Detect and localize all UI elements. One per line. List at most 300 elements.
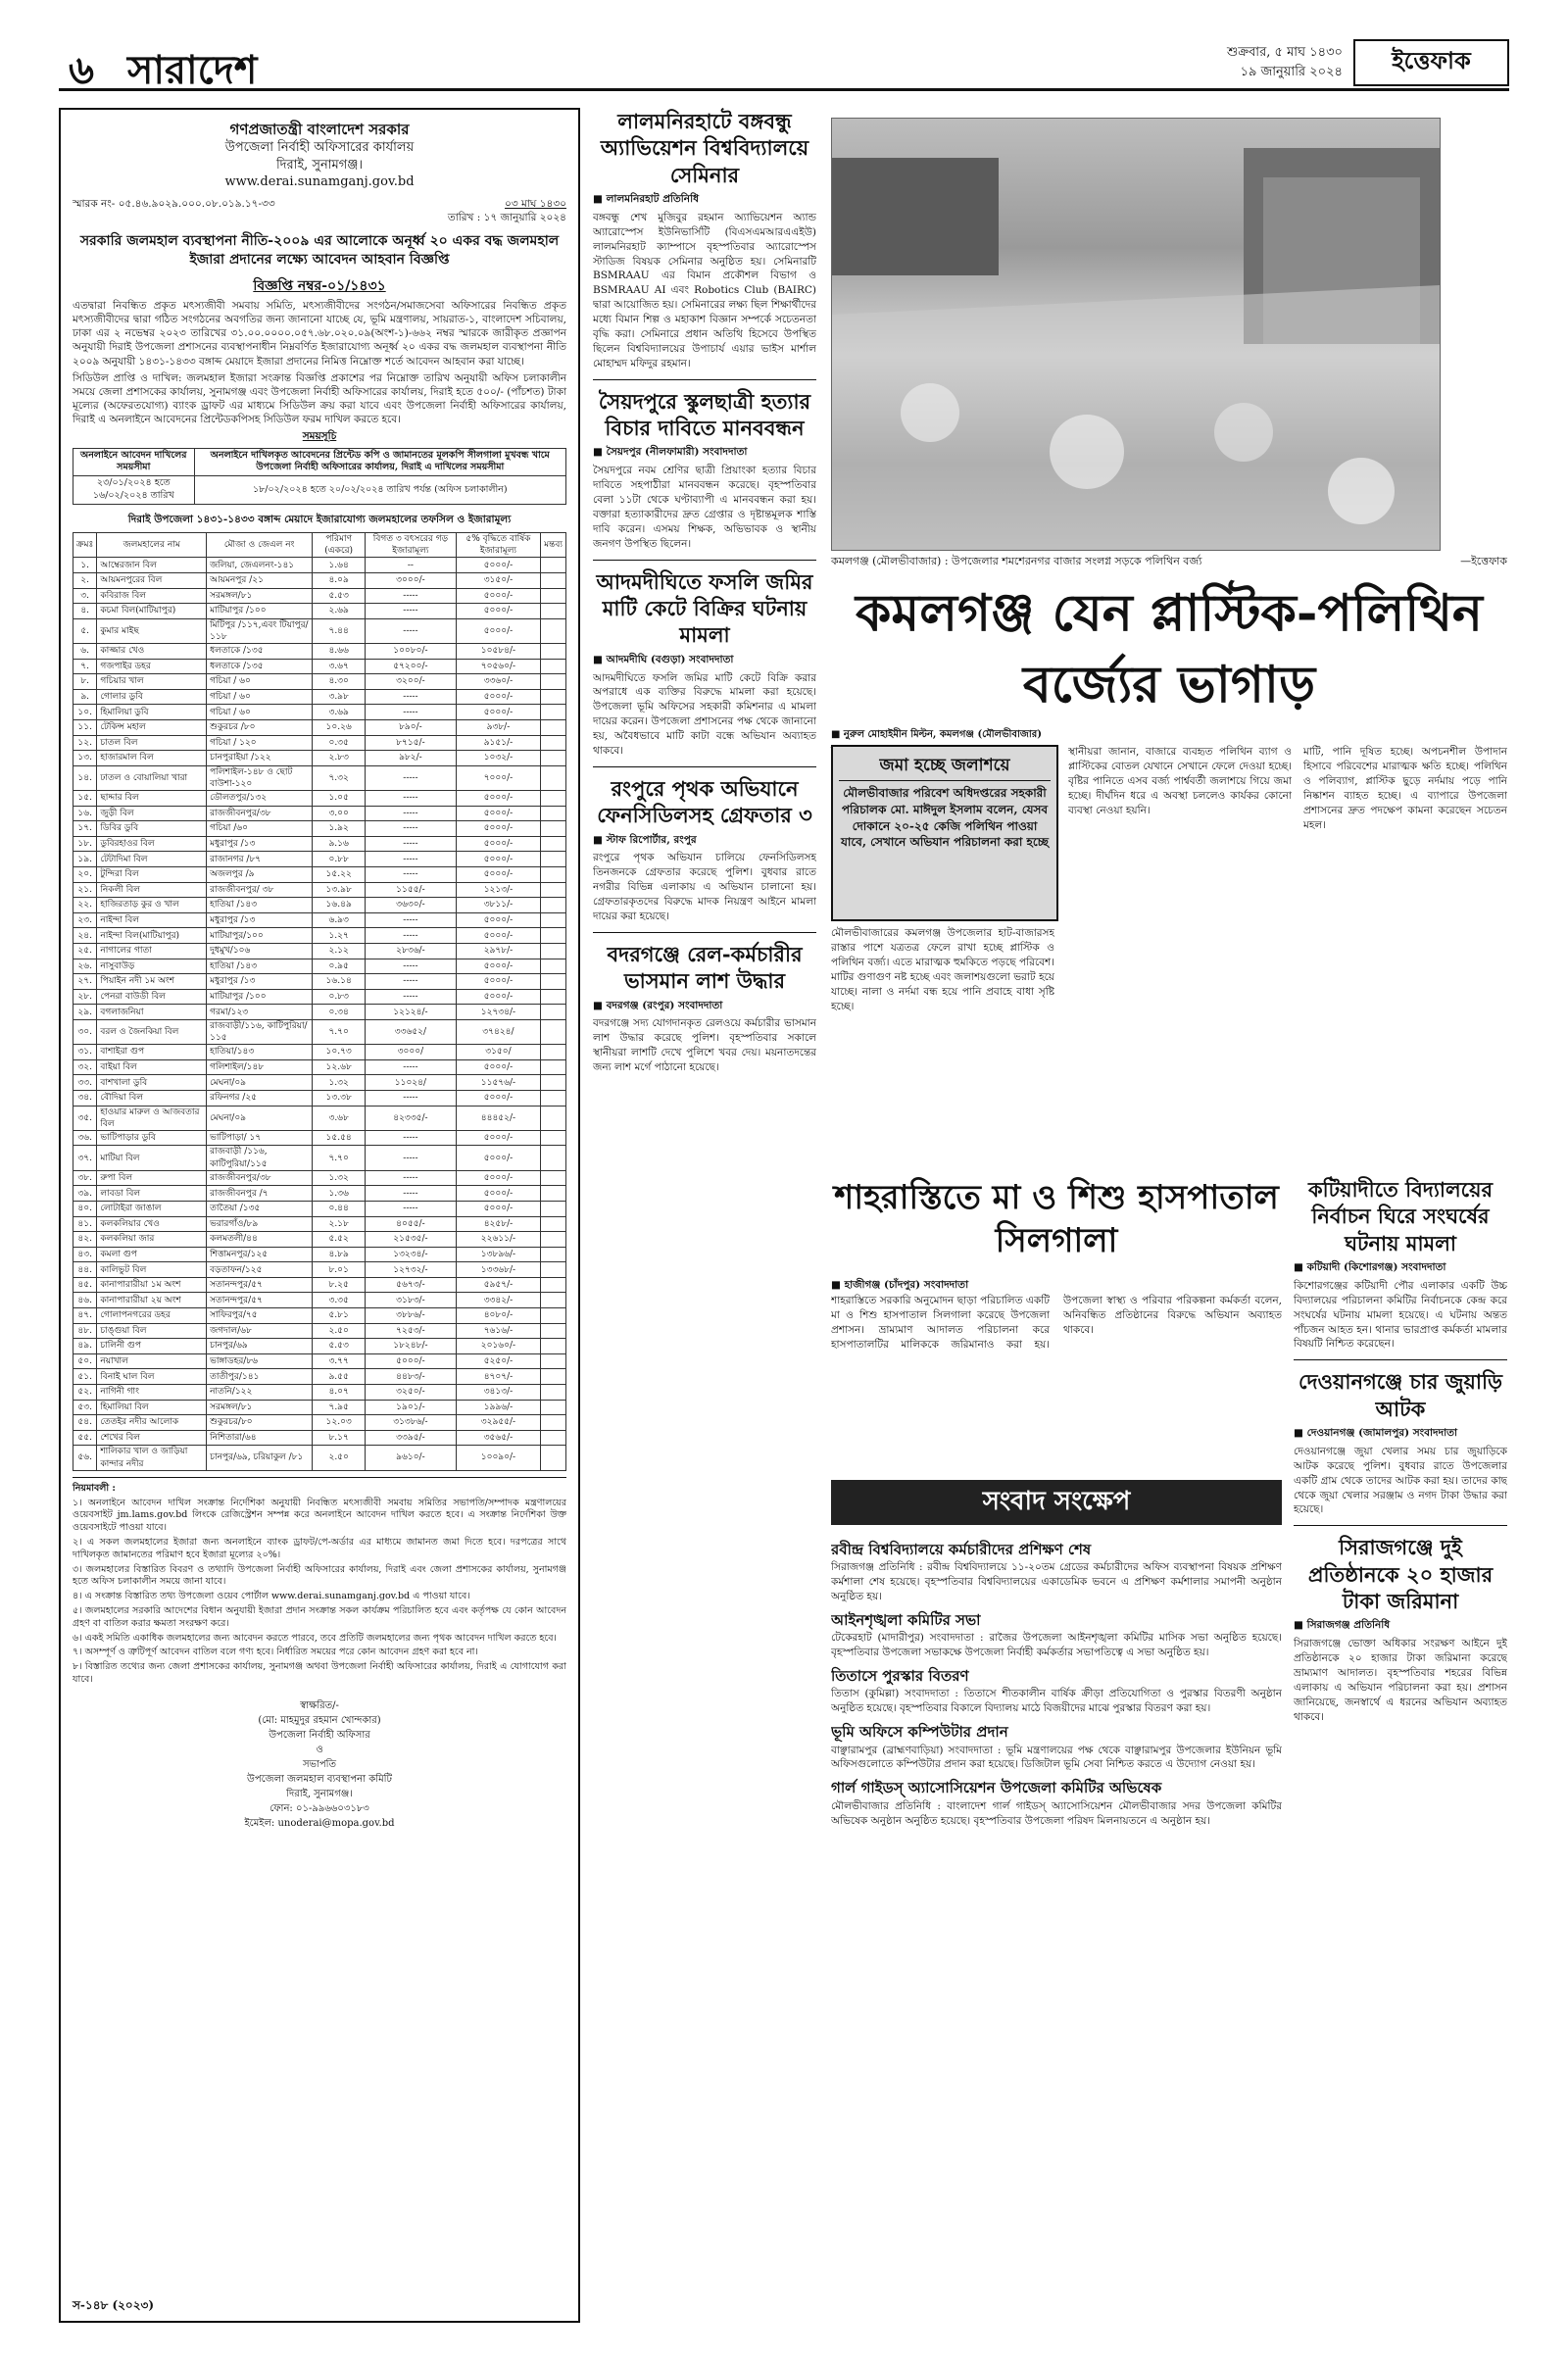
lease-table-cell: চানপুর/৬৯ [207, 1339, 313, 1354]
lease-table-cell: ৪০৮০/- [456, 1308, 540, 1324]
lease-table-cell [541, 1130, 566, 1146]
photo-caption: কমলগঞ্জ (মৌলভীবাজার) : উপজেলার শমশেরনগর বাজার সংলগ্ন সড়কে পলিথিন বর্জ্য [831, 555, 1202, 567]
lease-table-cell: ৫০০০/- [456, 928, 540, 944]
lease-table-cell [541, 735, 566, 751]
lease-table-cell: ----- [366, 989, 457, 1005]
lease-table-cell: ৯৩৮/- [456, 719, 540, 735]
lease-table-cell: চালিনী গুপ [97, 1339, 207, 1354]
lease-table-cell: ৫৬. [74, 1446, 97, 1470]
lease-table-row [74, 1005, 566, 1020]
lease-table-cell: ১১. [74, 719, 97, 735]
lease-table-cell: ২৯. [74, 1005, 97, 1020]
article-headline: কটিয়াদীতে বিদ্যালয়ের নির্বাচন ঘিরে সংঘর্ষের ঘটনায় মামলা [1307, 1177, 1494, 1255]
photo-credit: —ইত্তেফাক [1460, 555, 1507, 567]
article-headline: রংপুরে পৃথক অভিযানে ফেনসিডিলসহ গ্রেফতার ৩ [597, 775, 812, 828]
lease-table-cell: ২৬. [74, 959, 97, 974]
lease-table-cell: ১৬.৪৯ [313, 898, 366, 913]
lease-table-cell: ১৬. [74, 806, 97, 821]
lease-table-cell: ৫২৫০/- [456, 1353, 540, 1369]
lease-table-cell: ১৯০১/- [366, 1400, 457, 1415]
lease-table-cell: ----- [366, 1090, 457, 1106]
lease-table-cell: টেকিন্স মহাল [97, 719, 207, 735]
lease-table-cell: ৩১৫০/ [456, 1045, 540, 1060]
lease-table-cell: জগদাল/৬৮ [207, 1323, 313, 1339]
lead-body-2: স্থানীয়রা জানান, বাজারে ব্যবহৃত পলিথিন ব্যাগ ও প্লাস্টিকের বোতল যেখানে সেখানে ফেলে দেওয়া হচ্ছে। বৃষ্টির পানিতে এসব বর্জ্য পার্শ্ববর্তী জলাশয়ে গিয়ে জমা হচ্ছে। দীর্ঘদিন ধরে এ অবস্থা চললেও কার্যকর কোনো ব্যবস্থা নেওয়া হয়নি। [1068, 746, 1292, 816]
sign-role1: উপজেলা নির্বাহী অফিসার [269, 1729, 370, 1741]
lease-table-cell: ৩.৭৭ [313, 1353, 366, 1369]
lease-table-cell: হাজিরতাড় কুর ও খাল [97, 898, 207, 913]
lease-table-cell: ৭.৩২ [313, 765, 366, 790]
lease-table-cell: ছাদ্দার বিল [97, 791, 207, 807]
lease-table-cell: ৫.৫৩ [313, 1339, 366, 1354]
lease-table-cell: ৭৬১৬/- [456, 1323, 540, 1339]
lease-table-row [74, 943, 566, 959]
lease-table-row [74, 989, 566, 1005]
lead-body-col2 [1068, 745, 1292, 1156]
lease-table-cell [541, 806, 566, 821]
lease-table-cell [541, 572, 566, 588]
digest-item-title: আইনশৃঙ্খলা কমিটির সভা [831, 1611, 981, 1630]
lease-table-cell: ২.৫০ [313, 1323, 366, 1339]
lease-table-cell: গজপাইর ডহর [97, 659, 207, 674]
lease-table-cell: ----- [366, 1170, 457, 1186]
lease-table-row [74, 1186, 566, 1202]
lease-table-cell [541, 1415, 566, 1431]
lease-table-cell: ৫০০০/- [456, 866, 540, 882]
lease-table-row [74, 689, 566, 705]
lease-table-cell: ৩৩৪২/- [456, 1293, 540, 1308]
sign-label: স্বাক্ষরিত/- [300, 1699, 339, 1711]
lease-table-cell: ৩১. [74, 1045, 97, 1060]
notice-number: বিজ্ঞপ্তি নম্বর-০১/১৪৩১ [253, 278, 386, 295]
lease-table-cell: ৩.৩৫ [313, 1293, 366, 1308]
lease-table-cell: ৩.০০ [313, 806, 366, 821]
lease-table-cell: ৫০০০/- [456, 912, 540, 928]
lease-table-cell: ৪.৩০ [313, 674, 366, 690]
lease-table-cell: ৫০০০/- [366, 1353, 457, 1369]
lease-table-header: পরিমাণ (একরে) [313, 533, 366, 558]
lease-table-cell [541, 1277, 566, 1293]
lease-table-cell: মাটিয়া বিল [97, 1146, 207, 1170]
digest-item-title: রবীন্দ্র বিশ্ববিদ্যালয়ে কর্মচারীদের প্রশিক্ষণ শেষ [831, 1541, 1092, 1558]
lease-table-cell: ৫০০০/- [456, 836, 540, 852]
lease-table-cell: মধুরাপুর /১৩ [207, 836, 313, 852]
lease-table-cell: ৫০০০/- [456, 689, 540, 705]
lease-table-cell: আম্বেরজান বিল [97, 558, 207, 573]
lease-table-cell: ৩০০০/ [366, 1045, 457, 1060]
lease-table-cell: কালিভুট বিল [97, 1262, 207, 1278]
lease-table-cell: হাতিয়া/১৪৩ [207, 1045, 313, 1060]
digest-list [831, 1534, 1282, 2328]
lease-table-cell: ৪৪৮৩/- [366, 1369, 457, 1385]
lease-table-cell: ১.৯২ [313, 821, 366, 837]
lease-table-cell [541, 943, 566, 959]
lease-table-cell: ৫৪. [74, 1415, 97, 1431]
lease-table-cell [541, 643, 566, 659]
lease-table-header: মৌজা ও জেএল নং [207, 533, 313, 558]
rules-title: নিয়মাবলী : [73, 1482, 116, 1494]
lease-table-cell: ৩.৬৭ [313, 659, 366, 674]
lease-table-cell: ----- [366, 1146, 457, 1170]
lease-table-cell: পিয়াইন নদী ১ম অংশ [97, 974, 207, 990]
article-body: সিরাজগঞ্জে ভোক্তা অধিকার সংরক্ষণ আইনে দুই প্রতিষ্ঠানকে ২০ হাজার টাকা জরিমানা করেছে ভ্রাম্যমাণ আদালত। বৃহস্পতিবার শহরের বিভিন্ন এলাকায় এ অভিযান পরিচালনা করা হয়। প্রশাসন জানিয়েছে, জনস্বার্থে এ ধরনের অভিযান অব্যাহত থাকবে। [1294, 1638, 1507, 1723]
lease-table-cell: ৫০০০/- [456, 705, 540, 720]
lease-table-cell: ১.০৫ [313, 791, 366, 807]
notice-para2: সিডিউল প্রাপ্তি ও দাখিল: জলমহাল ইজারা সংক্রান্ত বিজ্ঞপ্তি প্রকাশের পর নিম্নোক্ত তারিখ অনুযায়ী অফিস চলাকালীন সময়ে জেলা প্রশাসকের কার্যালয়, সুনামগঞ্জ এবং উপজেলা নির্বাহী অফিসারের কার্যালয়, দিরাই হতে ৫০০/- (পাঁচশত) টাকা মূল্যের (অফেরতযোগ্য) ব্যাংক ড্রাফট এর মাধ্যমে সিডিউল ক্রয় করা যাবে এবং উপজেলা নির্বাহী অফিসারের কার্যালয়, দিরাই এ অনলাইনে আবেদনের প্রিন্টেডকপিসহ সিডিউল ফরম দাখিল করতে হবে। [73, 371, 566, 426]
notice-para1: এতদ্বারা নিবন্ধিত প্রকৃত মৎস্যজীবী সমবায় সমিতি, মৎস্যজীবীদের সংগঠন/সমাজসেবা অফিসারের নিবন্ধিত প্রকৃত মৎস্যজীবীদের দ্বারা গঠিত সংগঠনের অবগতির জন্য জানানো যাচ্ছে যে, ভূমি মন্ত্রণালয়, সায়রাত-১, বাংলাদেশ সচিবালয়, ঢাকা এর ২ নভেম্বর ২০২৩ তারিখের ৩১.০০.০০০০.০৫৭.৬৮.০২০.০৯(অংশ-১)-৬৬২ নম্বর স্মারকে জারীকৃত প্রজ্ঞাপন অনুযায়ী দিরাই উপজেলা প্রশাসনের ব্যবস্থাপনাধীন নিম্নবর্ণিত ইজারাযোগ্য অনূর্ধ্ব ২০ একর বদ্ধ জলমহাল ব্যবস্থাপনা নীতি ২০০৯ অনুযায়ী ১৪৩১-১৪৩৩ বঙ্গাব্দ মেয়াদে ইজারা প্রদানের নিমিত্ত নিম্নোক্ত শর্তে আবেদন আহবান করা যাচ্ছে। [73, 299, 566, 368]
rule-item: ৭। অসম্পূর্ণ ও ত্রুটিপূর্ণ আবেদন বাতিল বলে গণ্য হবে। নির্ধারিত সময়ের পরে কোন আবেদন গ্রহণ করা হবে না। [73, 1647, 478, 1658]
lease-table-row [74, 821, 566, 837]
lease-table-row [74, 643, 566, 659]
lease-table-cell: ১০০৮০/- [366, 643, 457, 659]
article-headline: বদরগঞ্জে রেল-কর্মচারীর ভাসমান লাশ উদ্ধার [607, 941, 803, 994]
lease-table-cell: ৩৫৬৫/- [456, 1430, 540, 1446]
lease-table-row [74, 1075, 566, 1091]
lease-table-cell [541, 1045, 566, 1060]
notice-date-bn: ০৩ মাঘ ১৪৩০ [505, 197, 566, 210]
lease-table-row [74, 1130, 566, 1146]
lease-table-cell: ৪.৮৯ [313, 1247, 366, 1262]
lease-table-cell [541, 836, 566, 852]
date-bn: শুক্রবার, ৫ মাঘ ১৪৩০ [1227, 45, 1343, 60]
lease-table-row [74, 765, 566, 790]
lease-table-cell [541, 791, 566, 807]
lease-table-cell: ৫.৫৩ [313, 588, 366, 604]
lease-table-cell: শালিকার খাল ও জাড়িয়া কান্দার নদীর [97, 1446, 207, 1470]
lease-table-cell: ৪.০৭ [313, 1385, 366, 1401]
lease-table-cell [541, 1446, 566, 1470]
lease-table-cell: ভাটিপাড়ার ডুবি [97, 1130, 207, 1146]
lease-table-cell: ৩১৩৮৬/- [366, 1415, 457, 1431]
lease-table-cell: ৪৪৪৫২/- [456, 1106, 540, 1130]
lease-table-header: ক্রমঃ [74, 533, 97, 558]
lease-table-cell [541, 1216, 566, 1232]
lease-table-cell: ১৩৩৬৮/- [456, 1262, 540, 1278]
lease-table-cell: মেঘনা/০৯ [207, 1106, 313, 1130]
lease-table-cell: ৫০০০/- [456, 791, 540, 807]
lease-table-cell: ৫২. [74, 1385, 97, 1401]
lease-table-cell: রুপা বিল [97, 1170, 207, 1186]
lease-table-cell: ১৩৮৯৬/- [456, 1247, 540, 1262]
lease-table-cell: নিকলী বিল [97, 882, 207, 898]
sign-role3: সভাপতি [302, 1758, 337, 1770]
lease-table-cell: ৪০. [74, 1201, 97, 1216]
lease-table-row [74, 751, 566, 766]
lease-table-cell: ভরারগাঁও/৮৯ [207, 1216, 313, 1232]
lease-table-cell: নাতনি/১২২ [207, 1385, 313, 1401]
lease-table-cell: ১২.৬৮ [313, 1059, 366, 1075]
lease-table-cell: কলকলিয়ার খেও [97, 1216, 207, 1232]
lease-table-cell: নাগালের গাতা [97, 943, 207, 959]
lease-table-cell: ২২৬১১/- [456, 1232, 540, 1248]
lease-table-cell: ৪.৬৬ [313, 643, 366, 659]
lease-table-cell: ৮.০১ [313, 1262, 366, 1278]
lease-table-cell: ----- [366, 689, 457, 705]
lease-table-cell: কলকলিয়া জার [97, 1232, 207, 1248]
lease-table-row [74, 674, 566, 690]
lease-table-cell: কুমার মাইছ [97, 618, 207, 643]
rule-item: ৬। একই সমিতি একাধিক জলমহালের জন্য আবেদন করতে পারবে, তবে প্রতিটি জলমহালের জন্য পৃথক আবেদন দাখিল করতে হবে। [73, 1632, 557, 1644]
lease-table-row [74, 1308, 566, 1324]
lease-table-row [74, 836, 566, 852]
digest-item-title: গার্ল গাইডস্ অ্যাসোসিয়েশন উপজেলা কমিটির অভিষেক [831, 1779, 1162, 1797]
lease-table-cell: কাজ্জার খেও [97, 643, 207, 659]
lease-table-cell: ----- [366, 928, 457, 944]
lease-table-cell: হিমালিয়া বিল [97, 1400, 207, 1415]
lease-table-row [74, 1277, 566, 1293]
lease-table-cell [541, 1247, 566, 1262]
lease-table-header: জলমহালের নাম [97, 533, 207, 558]
lease-table-row [74, 912, 566, 928]
lease-table-cell: ২৮. [74, 989, 97, 1005]
article-byline: ■ আদমদীঘি (বগুড়া) সংবাদদাতা [593, 653, 734, 665]
lease-table-cell: ৩২৫০/- [366, 1385, 457, 1401]
lease-table-row [74, 806, 566, 821]
lease-table-row [74, 659, 566, 674]
lease-table-cell: ৪৮. [74, 1323, 97, 1339]
lease-table-cell: ২৮৩৬/- [366, 943, 457, 959]
lease-table-row [74, 898, 566, 913]
lease-table-cell: চানপুর/৬৯, চরিয়াকুল /৮১ [207, 1446, 313, 1470]
lease-table-row [74, 705, 566, 720]
lease-table-cell [541, 1201, 566, 1216]
article-headline: সৈয়দপুরে স্কুলছাত্রী হত্যার বিচার দাবিতে মানববন্ধন [598, 388, 811, 441]
lease-table-cell [541, 1019, 566, 1044]
lease-table-cell: ----- [366, 705, 457, 720]
lease-table-cell: ২.১৮ [313, 1216, 366, 1232]
lease-table-row [74, 1369, 566, 1385]
lease-table-cell: ২.৫০ [313, 1446, 366, 1470]
lead-body-1: মৌলভীবাজারের কমলগঞ্জ উপজেলার হাট-বাজারসহ রাস্তার পাশে যত্রতত্র ফেলে রাখা হচ্ছে প্লাস্টিক ও পলিথিন বর্জ্য। এতে মারাত্মক হুমকিতে পড়ছে পরিবেশ। মাটির গুণাগুণ নষ্ট হচ্ছে এবং জলাশয়গুলো ভরাট হয়ে যাচ্ছে। নালা ও নর্দমা বন্ধ হয়ে পানি প্রবাহে বাধা সৃষ্টি হচ্ছে। [831, 927, 1054, 1012]
lease-table-cell [541, 959, 566, 974]
lease-table-cell: রাজজীবনপুর/ ৩৮ [207, 882, 313, 898]
lease-table-cell: ----- [366, 1201, 457, 1216]
lease-table-cell: পেনরা বাউডী বিল [97, 989, 207, 1005]
photo-illustration [832, 119, 1440, 550]
article-headline: দেওয়ানগঞ্জে চার জুয়াড়ি আটক [1298, 1369, 1502, 1421]
lease-table-row [74, 1353, 566, 1369]
lease-table-cell: ৫৩. [74, 1400, 97, 1415]
lease-table-cell: ৭.৯৫ [313, 1400, 366, 1415]
lease-table-cell: ২৯৭৮/- [456, 943, 540, 959]
lease-table-cell: হাওয়ার মারুল ও আজবতার বিল [97, 1106, 207, 1130]
right-column [1294, 1176, 1507, 2328]
lease-table-cell: বগলাজনিয়া [97, 1005, 207, 1020]
lease-table-cell: ৬.৯৩ [313, 912, 366, 928]
lease-table-row [74, 1232, 566, 1248]
lease-table-cell: ----- [366, 1186, 457, 1202]
article-byline: ■ সিরাজগঞ্জ প্রতিনিধি [1294, 1619, 1391, 1632]
lease-table-cell: ২১৫৩৫/- [366, 1232, 457, 1248]
lease-table-cell: ৫৫. [74, 1430, 97, 1446]
lease-table-cell: গচিয়া / ১২০ [207, 735, 313, 751]
lease-table-row [74, 1216, 566, 1232]
lease-table-cell: ৩৪. [74, 1090, 97, 1106]
lease-table-cell: ১৩.৩৮ [313, 1090, 366, 1106]
lease-table-cell: বৌদিয়া বিল [97, 1090, 207, 1106]
lease-table-cell: জলিয়া, জেএলনং-১৪১ [207, 558, 313, 573]
lease-table-cell: জুড়ী বিল [97, 806, 207, 821]
lease-table-cell: ৩৩৬০/- [456, 674, 540, 690]
notice-date-en: ১৭ জানুয়ারি ২০২৪ [483, 212, 566, 224]
lease-table-cell: ৩.৯৮ [313, 689, 366, 705]
lease-table-cell [541, 1059, 566, 1075]
lease-table-cell: ৮৯০/- [366, 719, 457, 735]
lease-table-row [74, 791, 566, 807]
masthead [59, 39, 1509, 91]
lease-table-cell: ----- [366, 959, 457, 974]
lease-table-cell: গোলার ডুবি [97, 689, 207, 705]
lease-table-cell: ----- [366, 1130, 457, 1146]
lease-table-cell: ৩৮৮৬/- [366, 1308, 457, 1324]
lead-byline: ■ নুরুল মোহাইমীন মিল্টন, কমলগঞ্জ (মৌলভীবাজার) [831, 729, 1042, 740]
lease-table-cell: ৪৬. [74, 1293, 97, 1308]
lease-table-cell: ৫৭২০০/- [366, 659, 457, 674]
lease-table-cell: ৩০. [74, 1019, 97, 1044]
lease-table-cell [541, 852, 566, 867]
lease-table-cell: ৭০৫৬০/- [456, 659, 540, 674]
lease-table-cell: কানাপারারীয়া ২য় অংশ [97, 1293, 207, 1308]
lease-table-cell: ৫.৮১ [313, 1308, 366, 1324]
digest-item-body: তিতাস (কুমিল্লা) সংবাদদাতা : তিতাসে শীতকালীন বার্ষিক ক্রীড়া প্রতিযোগিতা ও পুরস্কার বিতরণী অনুষ্ঠান অনুষ্ঠিত হয়েছে। বৃহস্পতিবার বিকালে বিদ্যালয় মাঠে বিজয়ীদের মাঝে পুরস্কার বিতরণ করা হয়। [831, 1688, 1282, 1715]
lease-table-row [74, 1019, 566, 1044]
lease-table-cell: ৩২৯৫৫/- [456, 1415, 540, 1431]
lease-table-cell: ৫০০০/- [456, 852, 540, 867]
lease-table-cell: ১.৩২ [313, 1170, 366, 1186]
lease-table-cell: রাজজীবনপুর /৭ [207, 1186, 313, 1202]
lease-table-cell: ৫১. [74, 1369, 97, 1385]
lease-table-row [74, 1146, 566, 1170]
lease-table-cell: ৫৯৫৭/- [456, 1277, 540, 1293]
lease-table-cell: ৫০০০/- [456, 1170, 540, 1186]
lease-table-cell: ৩১৫০/- [456, 572, 540, 588]
lease-table-cell: -- [366, 558, 457, 573]
masthead-date [1227, 43, 1343, 81]
lease-table-cell: ১৮২৪৮/- [366, 1339, 457, 1354]
lease-table-cell: সরমঙ্গল/৮১ [207, 1400, 313, 1415]
lease-table-row [74, 1323, 566, 1339]
lease-table-row [74, 604, 566, 619]
lease-table-cell [541, 1232, 566, 1248]
lease-table-cell [541, 719, 566, 735]
lease-table-cell: মধুরাপুর /১৩ [207, 912, 313, 928]
lead-body-col1 [831, 926, 1054, 1152]
notice-url: www.derai.sunamganj.gov.bd [224, 174, 415, 190]
lease-table-cell [541, 1146, 566, 1170]
article-byline: ■ স্টাফ রিপোর্টার, রংপুর [593, 833, 697, 846]
lease-table-cell: সতানন্দপুর/৫৭ [207, 1277, 313, 1293]
pull-quote-top: জমা হচ্ছে জলাশয়ে [839, 753, 1051, 781]
lease-table-cell: ৩০০০/- [366, 572, 457, 588]
lease-table-cell: ১৯৯৬/- [456, 1400, 540, 1415]
lease-table-cell: বরল ও জৈনকিয়া বিল [97, 1019, 207, 1044]
lease-table-cell: গচিয়া / ৬০ [207, 705, 313, 720]
lease-table-cell: ১৪. [74, 765, 97, 790]
lease-table-cell: ২৫. [74, 943, 97, 959]
lease-table-row [74, 1045, 566, 1060]
lease-table-cell: ৭২৫৩/- [366, 1323, 457, 1339]
lease-table-cell: শিত্তামনপুর/১২৫ [207, 1247, 313, 1262]
lease-table-row [74, 959, 566, 974]
lease-table-cell: কলমতলী/৪৪ [207, 1232, 313, 1248]
lease-table-cell: তেতইর নদীর আলোক [97, 1415, 207, 1431]
lease-table-cell: আয়মনপুরের বিল [97, 572, 207, 588]
lease-table-cell: ৪১. [74, 1216, 97, 1232]
lease-table-row [74, 588, 566, 604]
lease-table-cell: ৩৯. [74, 1186, 97, 1202]
lease-table-cell: ৯. [74, 689, 97, 705]
lease-table-cell [541, 558, 566, 573]
lease-table-cell [541, 974, 566, 990]
lease-table-cell: ----- [366, 1059, 457, 1075]
lease-table-cell: ২৪. [74, 928, 97, 944]
lease-table-cell: ৫০০০/- [456, 1130, 540, 1146]
lease-table-cell: তাতীপুর/১৪১ [207, 1369, 313, 1385]
rule-item: ১। অনলাইনে আবেদন দাখিল সংক্রান্ত নির্দেশিকা অনুযায়ী নিবন্ধিত মৎস্যজীবী সমবায় সমিতির সভাপতি/সম্পাদক মন্ত্রণালয়ের ওয়েবসাইট jm.lams.gov.bd লিংকে রেজিস্ট্রেশন সম্পন্ন করে অনলাইনে আবেদন দাখিল করতে হবে। এ সংক্রান্ত নির্দেশিকা উক্ত ওয়েবসাইটে পাওয়া যাবে। [73, 1497, 566, 1534]
lease-table-cell: ২২. [74, 898, 97, 913]
sign-place: দিরাই, সুনামগঞ্জ। [286, 1788, 353, 1799]
lease-table-cell: ৪৪. [74, 1262, 97, 1278]
lease-table-cell: ৩৭. [74, 1146, 97, 1170]
lease-table-cell: ----- [366, 765, 457, 790]
rule-item: ২। এ সকল জলমহালের ইজারা জন্য অনলাইনে ব্যাংক ড্রাফট/পে-অর্ডার এর মাধ্যমে জামানত জমা দিতে হবে। দরপত্রের সাথে দাখিলকৃত জামানতের পরিমাণ হবে ইজারা মূল্যের ২০%। [73, 1536, 566, 1560]
lease-table-cell: ১১৫৫/- [366, 882, 457, 898]
schedule-header: অনলাইনে আবেদন দাখিলের সময়সীমা [74, 448, 195, 476]
lease-table-cell: ৪৭০৭/- [456, 1369, 540, 1385]
lease-table-cell: রাজবাড়ী/১১৬, কাটিপুরিয়া/১১৫ [207, 1019, 313, 1044]
lease-table-cell: ৪৭. [74, 1308, 97, 1324]
lease-table-cell: তাতৈয়া /১৩৫ [207, 1201, 313, 1216]
lease-table-cell: ৪. [74, 604, 97, 619]
lease-table-header: বিগত ৩ বৎসরের গড় ইজারামূল্য [366, 533, 457, 558]
lease-table-cell [541, 1353, 566, 1369]
article-body: বঙ্গবন্ধু শেখ মুজিবুর রহমান অ্যাভিয়েশন অ্যান্ড অ্যারোস্পেস ইউনিভার্সিটি (বিএসএমআরএএইউ) লালমনিরহাট ক্যাম্পাসে বৃহস্পতিবার অ্যারোস্পেস স্টাডিজ বিষয়ক সেমিনার অনুষ্ঠিত হয়। সেমিনারটি BSMRAAU এর বিমান প্রকৌশল বিভাগ ও BSMRAAU AI এবং Robotics Club (BAIRC) দ্বারা আয়োজিত হয়। সেমিনারের লক্ষ্য ছিল শিক্ষার্থীদের মধ্যে বিমান শিল্প ও মহাকাশ বিজ্ঞান সম্পর্কে সচেতনতা বৃদ্ধি করা। সেমিনারে প্রধান অতিথি হিসেবে উপস্থিত ছিলেন বিশ্ববিদ্যালয়ের উপাচার্য এয়ার ভাইস মার্শাল মোহাম্মদ মফিদুর রহমান। [593, 211, 816, 369]
lease-table-cell: বিনাই ঘাল বিল [97, 1369, 207, 1385]
article-body: বদরগঞ্জে সদ্য যোগদানকৃত রেলওয়ে কর্মচারীর ভাসমান লাশ উদ্ধার করেছে পুলিশ। বৃহস্পতিবার সকালে স্থানীয়রা লাশটি দেখে পুলিশে খবর দেয়। ময়নাতদন্তের জন্য লাশ মর্গে পাঠানো হয়েছে। [593, 1017, 816, 1074]
lease-table-cell [541, 1369, 566, 1385]
lease-table-cell: বাশাইরা গুপ [97, 1045, 207, 1060]
lease-table-row [74, 1339, 566, 1354]
lease-table-cell: ৩. [74, 588, 97, 604]
lease-table-cell: ৫০০০/- [456, 821, 540, 837]
sign-email: ইমেইল: unoderai@mopa.gov.bd [244, 1817, 395, 1829]
sign-role2: ও [316, 1744, 323, 1755]
notice-line2: উপজেলা নির্বাহী অফিসারের কার্যালয় [224, 140, 415, 156]
lease-table-cell: ৫০০০/- [456, 1090, 540, 1106]
lease-table-cell: ১০৫৮৪/- [456, 643, 540, 659]
lease-table-cell: ৭. [74, 659, 97, 674]
lease-table-cell: আয়মনপুর /২১ [207, 572, 313, 588]
lease-table-cell: ২৩. [74, 912, 97, 928]
lease-table-row [74, 928, 566, 944]
lease-table-cell: লোটাইরা জাঙাল [97, 1201, 207, 1216]
lease-table-row [74, 1385, 566, 1401]
article-headline: আদমদীঘিতে ফসলি জমির মাটি কেটে বিক্রির ঘটনায় মামলা [596, 568, 813, 648]
date-en: ১৯ জানুয়ারি ২০২৪ [1240, 64, 1343, 79]
lease-table-cell: ধলতাকে /১৩৫ [207, 643, 313, 659]
lease-table-row [74, 1400, 566, 1415]
rule-item: ৩। জলমহালের বিস্তারিত বিবরণ ও তথ্যাদি উপজেলা নির্বাহী অফিসারের কার্যালয়, দিরাই এবং জেলা প্রশাসকের কার্যালয়, সুনামগঞ্জ হতে অফিস চলাকালীন সময়ে জানা যাবে। [73, 1563, 566, 1588]
lease-table-cell: ১৫.৫৪ [313, 1130, 366, 1146]
lease-table-cell: মাটিয়াপুর /১০০ [207, 604, 313, 619]
article-byline: ■ সৈয়দপুর (নীলফামারী) সংবাদদাতা [593, 446, 748, 459]
lease-table-cell: বড়তাফন/১২৫ [207, 1262, 313, 1278]
schedule-title: সময়সূচি [302, 430, 337, 443]
lease-table-cell: সাফিরপুর/৭৫ [207, 1308, 313, 1324]
lease-table-cell: ১৫.২২ [313, 866, 366, 882]
lease-table-cell: ----- [366, 604, 457, 619]
lease-table-cell [541, 1339, 566, 1354]
